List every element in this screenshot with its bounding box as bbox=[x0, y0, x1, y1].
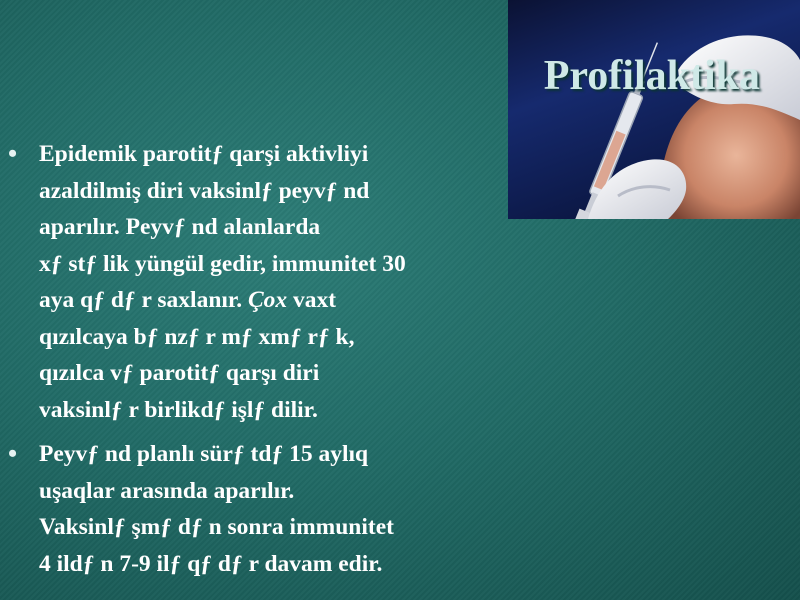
bullet-icon: • bbox=[8, 139, 18, 168]
bullet-2-line: 4 ildƒ n 7-9 ilƒ qƒ dƒ r davam edir. bbox=[39, 550, 383, 577]
injection-illustration bbox=[508, 0, 800, 219]
bullet-1-line: qızılcaya bƒ nzƒ r mƒ xmƒ rƒ k, bbox=[39, 323, 355, 350]
bullet-2-line: Peyvƒ nd planlı sürƒ tdƒ 15 aylıq bbox=[39, 441, 369, 467]
bullet-item-1 bbox=[8, 136, 538, 428]
bullet-1-line: azaldilmiş diri vaksinlƒ peyvƒ nd bbox=[39, 177, 370, 204]
bullet-2-line: Vaksinlƒ şmƒ dƒ n sonra immunitet bbox=[39, 514, 394, 540]
bullet-list bbox=[8, 136, 538, 590]
bullet-1-line bbox=[39, 282, 538, 319]
vaccination-photo bbox=[508, 0, 800, 219]
bullet-icon: • bbox=[8, 439, 18, 468]
bullet-1-line: Epidemik parotitƒ qarşi aktivliyi bbox=[39, 141, 369, 167]
bullet-1-line: qızılca vƒ parotitƒ qarşı diri bbox=[39, 360, 320, 386]
bullet-1-line-part: aya qƒ dƒ r saxlanır. bbox=[39, 287, 248, 313]
bullet-1-line: aparılır. Peyvƒ nd alanlarda bbox=[39, 214, 321, 240]
bullet-1-line-part: vaxt bbox=[287, 287, 337, 313]
bullet-1-line-italic: Çox bbox=[247, 287, 288, 313]
slide-title bbox=[0, 52, 760, 100]
bullet-2-line: uşaqlar arasında aparılır. bbox=[39, 477, 295, 504]
bullet-1-line: vaksinlƒ r birlikdƒ işlƒ dilir. bbox=[39, 396, 318, 423]
bullet-1-line: xƒ stƒ lik yüngül gedir, immunitet 30 bbox=[39, 250, 406, 277]
slide-title-text: Profilaktika bbox=[543, 53, 760, 99]
bullet-item-2 bbox=[8, 436, 538, 582]
